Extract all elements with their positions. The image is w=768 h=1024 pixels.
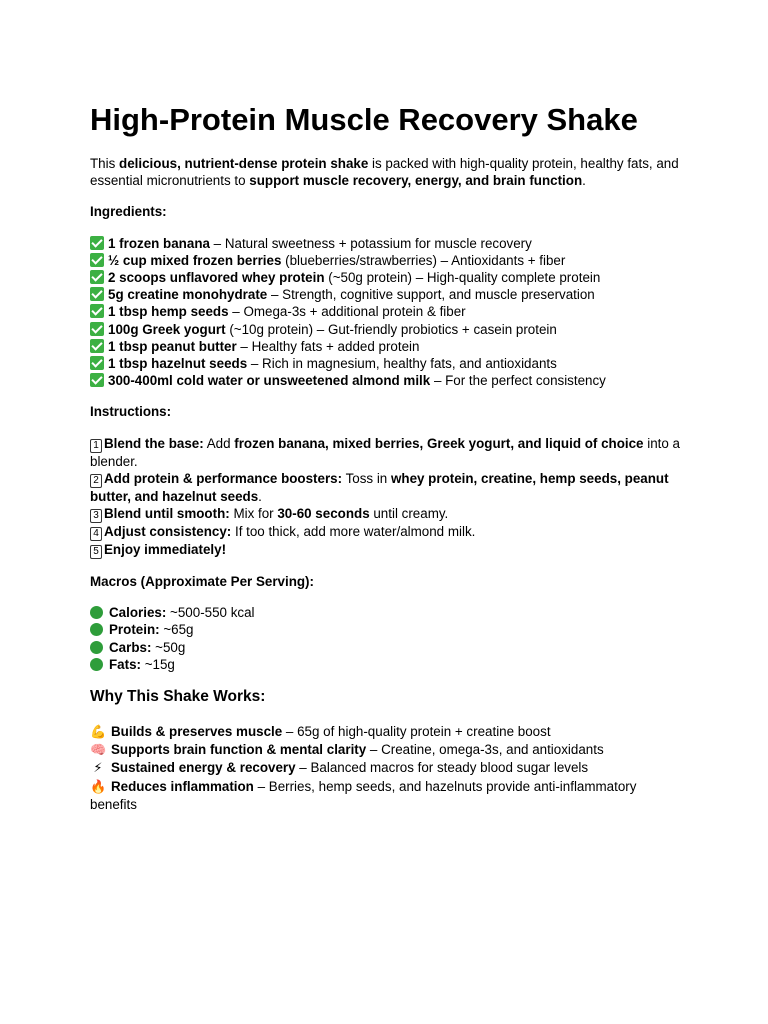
- step-text: .: [258, 488, 262, 504]
- ingredient-desc: – Healthy fats + added protein: [236, 338, 420, 354]
- list-item: [90, 338, 680, 355]
- ingredient-name: 1 tbsp hemp seeds: [108, 304, 229, 320]
- check-mark-icon: [90, 253, 104, 267]
- list-item: [90, 604, 680, 621]
- ingredient-name: 5g creatine monohydrate: [108, 287, 268, 303]
- macro-value: ~15g: [141, 656, 175, 672]
- ingredient-name: 1 tbsp peanut butter: [108, 338, 237, 354]
- step-bold: whey protein, creatine, hemp seeds, peanut butter, and hazelnut seeds: [90, 470, 669, 504]
- ingredients-list: [90, 235, 680, 390]
- green-circle-icon: [90, 606, 103, 619]
- step-text: If too thick, add more water/almond milk.: [231, 524, 476, 540]
- list-item: [90, 303, 680, 320]
- list-item: [90, 523, 680, 541]
- check-mark-icon: [90, 373, 104, 387]
- document-body: [90, 155, 680, 827]
- step-title: Adjust consistency:: [104, 524, 232, 540]
- list-item: [90, 759, 680, 777]
- instructions-list: [90, 435, 680, 559]
- keycap-number-icon: 1: [90, 439, 102, 453]
- ingredient-name: 2 scoops unflavored whey protein: [108, 270, 325, 286]
- benefit-title: Builds & preserves muscle: [111, 724, 283, 740]
- ingredient-name: ½ cup mixed frozen berries: [108, 252, 282, 268]
- ingredient-desc: (~50g protein) – High-quality complete protein: [324, 270, 601, 286]
- green-circle-icon: [90, 658, 103, 671]
- intro-text: This: [90, 156, 120, 171]
- macro-value: ~50g: [151, 639, 186, 655]
- macro-value: ~65g: [159, 622, 194, 638]
- instructions-heading: Instructions:: [90, 404, 172, 420]
- ingredient-name: 1 tbsp hazelnut seeds: [108, 356, 248, 372]
- benefit-text: – Balanced macros for steady blood sugar levels: [295, 760, 589, 776]
- step-bold: frozen banana, mixed berries, Greek yogurt, and liquid of choice: [234, 435, 644, 451]
- check-mark-icon: [90, 270, 104, 284]
- list-item: [90, 321, 680, 338]
- ingredient-desc: (~10g protein) – Gut-friendly probiotics + casein protein: [225, 321, 557, 337]
- step-text: into a blender.: [90, 435, 680, 469]
- step-text: Toss in: [342, 470, 391, 486]
- list-item: [90, 355, 680, 372]
- intro-bold: support muscle recovery, energy, and brain function: [249, 173, 583, 189]
- macro-label: Protein:: [109, 622, 160, 638]
- ingredient-name: 300-400ml cold water or unsweetened almond milk: [108, 373, 431, 389]
- list-item: [90, 723, 680, 741]
- fire-icon: 🔥: [90, 779, 107, 795]
- macro-label: Fats:: [109, 656, 141, 672]
- list-item: [90, 778, 680, 813]
- benefit-title: Reduces inflammation: [111, 778, 254, 794]
- benefit-text: – Berries, hemp seeds, and hazelnuts provide anti-inflammatory benefits: [90, 778, 637, 812]
- step-title: Blend the base:: [104, 435, 204, 451]
- check-mark-icon: [90, 236, 104, 250]
- list-item: [90, 372, 680, 389]
- benefit-title: Supports brain function & mental clarity: [111, 742, 367, 758]
- ingredient-desc: – Strength, cognitive support, and muscle preservation: [267, 287, 595, 303]
- benefits-list: [90, 723, 680, 813]
- green-circle-icon: [90, 623, 103, 636]
- check-mark-icon: [90, 356, 104, 370]
- intro-text: is packed with high-quality protein, healthy fats, and essential micronutrients to: [90, 156, 679, 189]
- list-item: [90, 621, 680, 638]
- intro-bold: delicious, nutrient-dense protein shake: [119, 156, 369, 171]
- flexed-biceps-icon: 💪: [90, 725, 107, 741]
- green-circle-icon: [90, 641, 103, 654]
- ingredient-desc: – For the perfect consistency: [430, 373, 606, 389]
- list-item: [90, 286, 680, 303]
- lightning-icon: ⚡: [93, 761, 103, 777]
- ingredient-desc: – Rich in magnesium, healthy fats, and antioxidants: [247, 356, 557, 372]
- macro-label: Calories:: [109, 605, 167, 621]
- macros-list: [90, 604, 680, 673]
- brain-icon: 🧠: [90, 743, 107, 759]
- step-title: Blend until smooth:: [104, 506, 230, 522]
- macro-label: Carbs:: [109, 639, 152, 655]
- step-title: Add protein & performance boosters:: [104, 470, 343, 486]
- ingredient-name: 1 frozen banana: [108, 235, 210, 251]
- list-item: [90, 252, 680, 269]
- ingredient-desc: (blueberries/strawberries) – Antioxidants + fiber: [281, 252, 566, 268]
- list-item: [90, 435, 680, 470]
- list-item: [90, 269, 680, 286]
- list-item: [90, 541, 680, 559]
- step-text: until creamy.: [369, 506, 449, 522]
- keycap-number-icon: 4: [90, 527, 102, 541]
- benefit-text: – Creatine, omega-3s, and antioxidants: [366, 742, 604, 758]
- step-bold: 30-60 seconds: [277, 506, 370, 522]
- list-item: [90, 235, 680, 252]
- step-text: Mix for: [229, 506, 278, 522]
- list-item: [90, 639, 680, 656]
- keycap-number-icon: 3: [90, 509, 102, 523]
- check-mark-icon: [90, 322, 104, 336]
- macro-value: ~500-550 kcal: [166, 605, 255, 621]
- ingredients-heading: Ingredients:: [90, 204, 167, 220]
- ingredient-desc: – Omega-3s + additional protein & fiber: [228, 304, 466, 320]
- keycap-number-icon: 2: [90, 474, 102, 488]
- page-title: High-Protein Muscle Recovery Shake: [90, 102, 638, 137]
- benefit-title: Sustained energy & recovery: [111, 760, 296, 776]
- list-item: [90, 741, 680, 759]
- check-mark-icon: [90, 287, 104, 301]
- why-heading: Why This Shake Works:: [90, 688, 266, 706]
- list-item: [90, 470, 680, 505]
- ingredient-desc: – Natural sweetness + potassium for muscle recovery: [209, 235, 532, 251]
- check-mark-icon: [90, 304, 104, 318]
- ingredient-name: 100g Greek yogurt: [108, 321, 226, 337]
- intro-text: .: [582, 173, 586, 189]
- list-item: [90, 656, 680, 673]
- keycap-number-icon: 5: [90, 545, 102, 559]
- list-item: [90, 505, 680, 523]
- macros-heading: Macros (Approximate Per Serving):: [90, 574, 314, 590]
- intro-paragraph: [90, 155, 680, 189]
- check-mark-icon: [90, 339, 104, 353]
- step-text: Add: [203, 435, 235, 451]
- benefit-text: – 65g of high-quality protein + creatine boost: [282, 724, 551, 740]
- step-title: Enjoy immediately!: [104, 542, 227, 558]
